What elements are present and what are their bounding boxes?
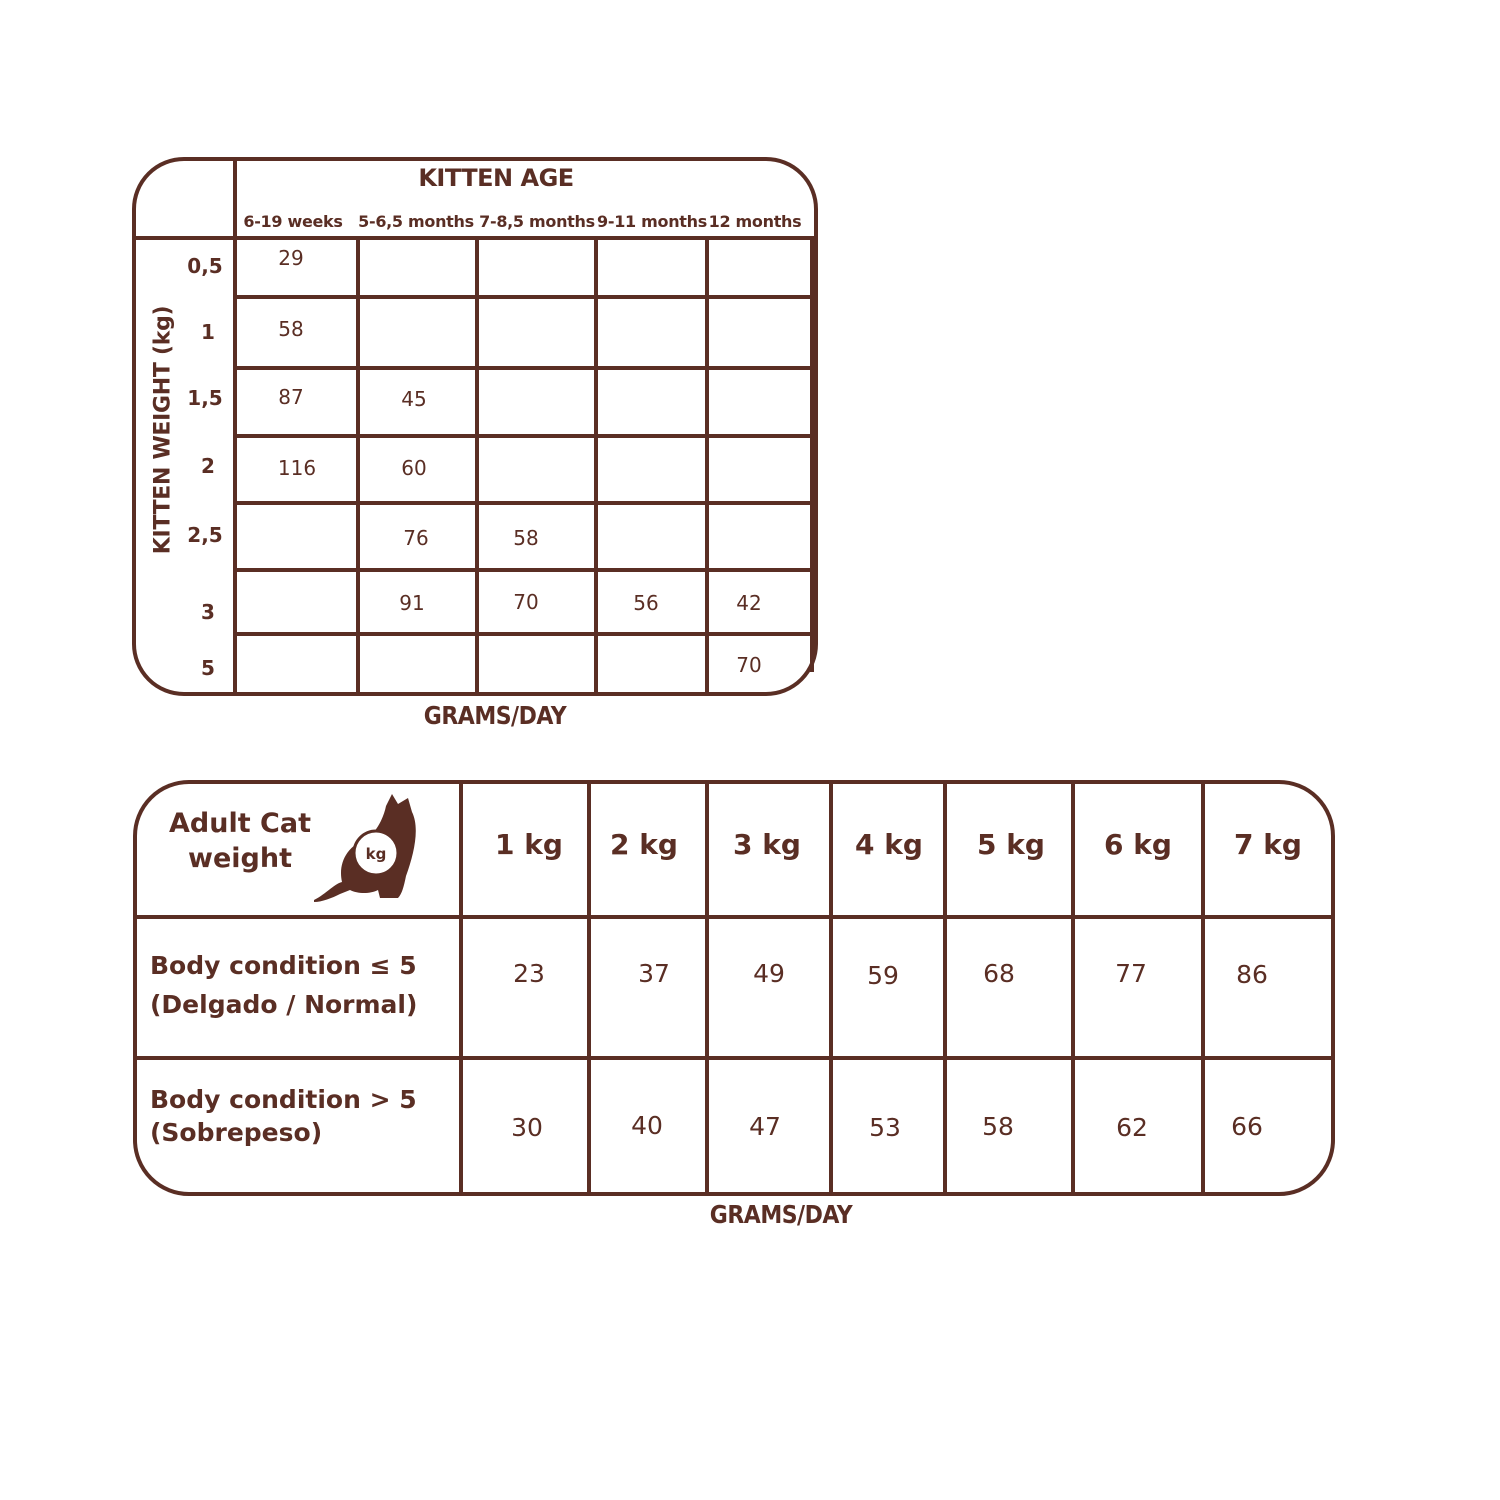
adult-cell: 59 (867, 961, 899, 990)
adult-col-header: 6 kg (1104, 828, 1172, 861)
adult-cell: 49 (753, 959, 785, 988)
adult-col-header: 7 kg (1234, 828, 1302, 861)
adult-cell: 58 (982, 1112, 1014, 1141)
kitten-weight-label: 0,5 (187, 254, 223, 278)
kitten-units-label: GRAMS/DAY (423, 702, 567, 731)
kitten-age-title: KITTEN AGE (418, 164, 574, 192)
adult-grid-line (135, 915, 1333, 919)
kitten-grid-line (134, 236, 816, 240)
kitten-cell: 60 (401, 456, 427, 480)
kitten-cell: 76 (403, 526, 429, 550)
kitten-grid-line (356, 238, 360, 694)
adult-grid-line (135, 1056, 1333, 1060)
kitten-cell: 87 (278, 385, 304, 409)
adult-col-header: 5 kg (977, 828, 1045, 861)
kitten-grid-line (705, 238, 709, 694)
adult-grid-line (943, 782, 947, 1194)
kitten-grid-line (475, 238, 479, 694)
adult-cell: 77 (1115, 959, 1147, 988)
adult-cell: 40 (631, 1111, 663, 1140)
adult-cell: 62 (1116, 1113, 1148, 1142)
adult-cell: 53 (869, 1113, 901, 1142)
kitten-weight-label: 2 (201, 454, 215, 478)
adult-cell: 86 (1236, 960, 1268, 989)
adult-cell: 37 (638, 959, 670, 988)
adult-col-header: 1 kg (495, 828, 563, 861)
kitten-cell: 58 (278, 317, 304, 341)
kitten-weight-label: 5 (201, 656, 215, 680)
kitten-cell: 29 (278, 246, 304, 270)
kitten-cell: 91 (399, 591, 425, 615)
kitten-col-header: 7-8,5 months (479, 212, 595, 231)
adult-cell: 23 (513, 959, 545, 988)
adult-grid-line (1201, 782, 1205, 1194)
kitten-grid-line (594, 238, 598, 694)
adult-grid-line (459, 782, 463, 1194)
adult-grid-line (1071, 782, 1075, 1194)
kitten-cell: 70 (513, 590, 539, 614)
kitten-col-header: 9-11 months (597, 212, 707, 231)
kitten-weight-label: 2,5 (187, 523, 223, 547)
kitten-cell: 42 (736, 591, 762, 615)
kitten-cell: 45 (401, 387, 427, 411)
adult-cell: 30 (511, 1113, 543, 1142)
adult-grid-line (829, 782, 833, 1194)
adult-grid-line (587, 782, 591, 1194)
kitten-cell: 70 (736, 653, 762, 677)
kitten-grid-line (235, 366, 815, 370)
kitten-col-header: 6-19 weeks (243, 212, 343, 231)
scale-label: kg (365, 845, 387, 863)
kitten-col-header: 12 months (708, 212, 802, 231)
kitten-grid-line (235, 632, 815, 636)
adult-row-label: Body condition > 5 (150, 1085, 417, 1114)
adult-units-label: GRAMS/DAY (709, 1201, 853, 1230)
kitten-grid-line (235, 501, 815, 505)
adult-row-label: (Delgado / Normal) (150, 990, 418, 1019)
kitten-grid-line (235, 295, 815, 299)
kitten-weight-label: 1,5 (187, 386, 223, 410)
kitten-col-header: 5-6,5 months (358, 212, 474, 231)
adult-cell: 68 (983, 959, 1015, 988)
kitten-weight-label: 1 (201, 320, 215, 344)
kitten-cell: 56 (633, 591, 659, 615)
adult-weight-header: weight (188, 843, 292, 874)
kitten-grid-line (235, 434, 815, 438)
adult-cell: 66 (1231, 1112, 1263, 1141)
kitten-cell: 58 (513, 526, 539, 550)
kitten-cell: 116 (277, 456, 317, 480)
kitten-weight-label: 3 (201, 600, 215, 624)
adult-weight-header: Adult Cat (169, 808, 311, 839)
adult-row-label: (Sobrepeso) (150, 1118, 323, 1147)
adult-grid-line (705, 782, 709, 1194)
kitten-grid-line (810, 238, 814, 672)
kitten-weight-axis-label: KITTEN WEIGHT (kg) (150, 305, 176, 555)
adult-col-header: 4 kg (855, 828, 923, 861)
adult-row-label: Body condition ≤ 5 (150, 951, 417, 980)
adult-col-header: 3 kg (733, 828, 801, 861)
kitten-grid-line (235, 568, 815, 572)
adult-col-header: 2 kg (610, 828, 678, 861)
cat-scale-icon (308, 794, 424, 906)
adult-cell: 47 (749, 1112, 781, 1141)
